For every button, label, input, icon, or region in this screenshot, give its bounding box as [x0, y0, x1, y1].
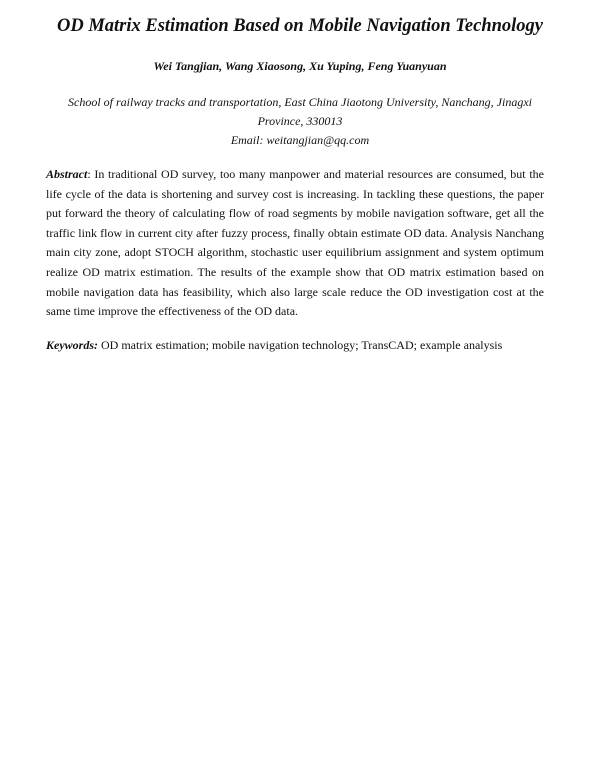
paper-title: OD Matrix Estimation Based on Mobile Navigation Technology	[56, 16, 543, 36]
author-list: Wei Tangjian, Wang Xiaosong, Xu Yuping, Feng Yuanyuan	[153, 59, 447, 73]
affiliation-line-1: School of railway tracks and transportation, East China Jiaotong University, Nanchang, Jinagxi	[68, 95, 532, 109]
keywords-text: OD matrix estimation; mobile navigation technology; TransCAD; example analysis	[98, 338, 503, 352]
keywords-line	[46, 336, 544, 354]
abstract-text: : In traditional OD survey, too many manpower and material resources are consumed, but the life cycle of the data is shortening and survey cost is increasing. In tackling these questions, the paper put forward the theory of calculating flow of road segments by mobile navigation software, get all the traffic link flow in current city after fuzzy process, finally obtain estimate OD data. Analysis Nanchang main city zone, adopt STOCH algorithm, stochastic user equilibrium assignment and system optimum realize OD matrix estimation. The results of the example show that OD matrix estimation based on mobile navigation data has feasibility, which also large scale reduce the OD investigation cost at the same time improve the effectiveness of the OD data.	[46, 167, 544, 319]
abstract-label: Abstract	[46, 167, 88, 181]
keywords-label: Keywords:	[46, 338, 98, 352]
affiliation-line-2: Province, 330013	[257, 114, 343, 128]
abstract-paragraph	[46, 165, 544, 322]
author-email: Email: weitangjian@qq.com	[230, 133, 370, 147]
